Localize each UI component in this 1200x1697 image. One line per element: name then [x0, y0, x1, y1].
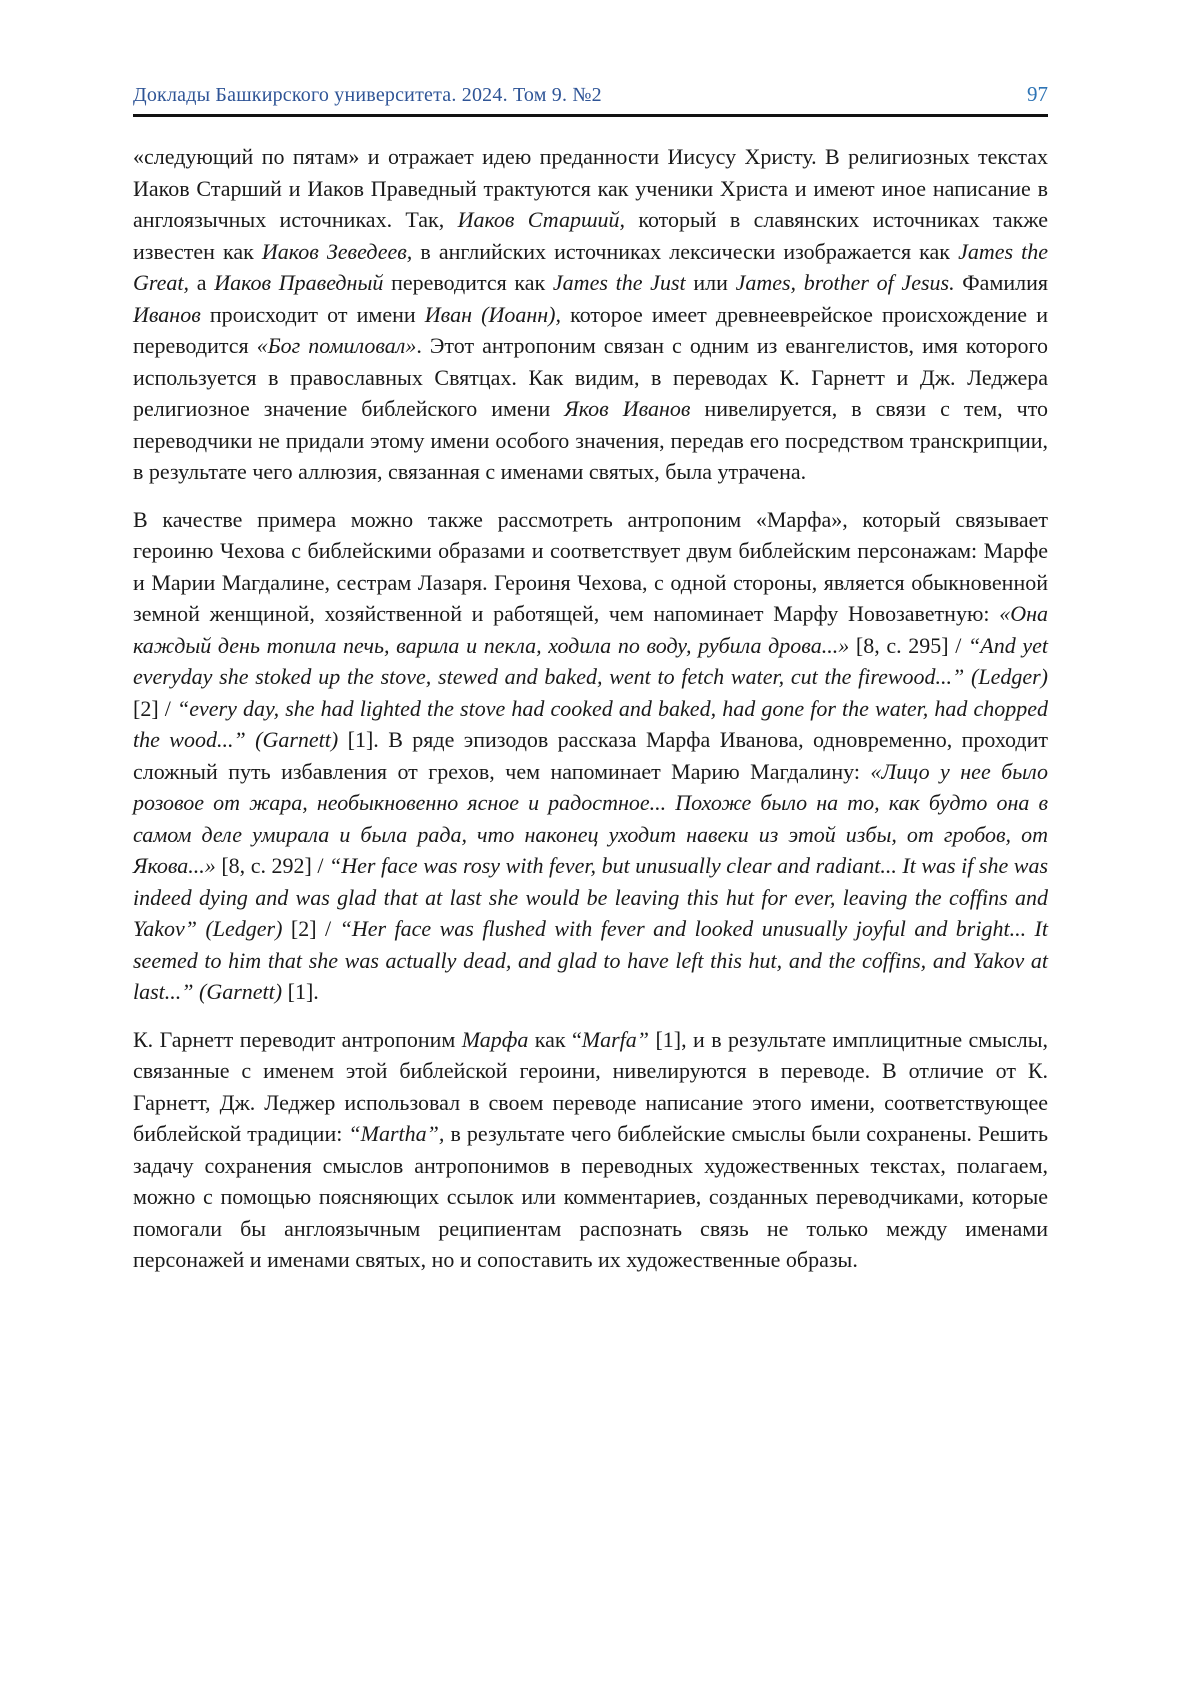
page-header [133, 82, 1048, 107]
article-body [133, 141, 1048, 1276]
header-rule [133, 114, 1048, 117]
paragraph: «следующий по пятам» и отражает идею преданности Иисусу Христу. В религиозных текстах Иаков Старший и Иаков Праведный трактуются как ученики Христа и имеют иное написание в англоязычных источниках. Так, Иаков Старший, который в славянских источниках также известен как Иаков Зеведеев, в английских источниках лексически изображается как James the Great, а Иаков Праведный переводится как James the Just или James, brother of Jesus. Фамилия Иванов происходит от имени Иван (Иоанн), которое имеет древнееврейское происхождение и переводится «Бог помиловал». Этот антропоним связан с одним из евангелистов, имя которого используется в православных Святцах. Как видим, в переводах К. Гарнетт и Дж. Леджера религиозное значение библейского имени Яков Иванов нивелируется, в связи с тем, что переводчики не придали этому имени особого значения, передав его посредством транскрипции, в результате чего аллюзия, связанная с именами святых, была утрачена. [133, 144, 1049, 484]
paragraph: В качестве примера можно также рассмотреть антропоним «Марфа», который связывает героиню Чехова с библейскими образами и соответствует двум библейским персонажам: Марфе и Марии Магдалине, сестрам Лазаря. Героиня Чехова, с одной стороны, является обыкновенной земной женщиной, хозяйственной и работящей, чем напоминает Марфу Новозаветную: «Она каждый день топила печь, варила и пекла, ходила по воду, рубила дрова...» [8, с. 295] / “And yet everyday she stoked up the stove, stewed and baked, went to fetch water, cut the firewood...” (Ledger) [2] / “every day, she had lighted the stove had cooked and baked, had gone for the water, had chopped the wood...” (Garnett) [1]. В ряде эпизодов рассказа Марфа Иванова, одновременно, проходит сложный путь избавления от грехов, чем напоминает Марию Магдалину: «Лицо у нее было розовое от жара, необыкновенно ясное и радостное... Похоже было на то, как будто она в самом деле умирала и была рада, что наконец уходит навеки из этой избы, от гробов, от Якова...» [8, с. 292] / “Her face was rosy with fever, but unusually clear and radiant... It was if she was indeed dying and was glad that at last she would be leaving this hut for ever, leaving the coffins and Yakov” (Ledger) [2] / “Her face was flushed with fever and looked unusually joyful and bright... It seemed to him that she was actually dead, and glad to have left this hut, and the coffins, and Yakov at last...” (Garnett) [1]. [133, 506, 1049, 1004]
page-number: 97 [1027, 82, 1048, 106]
journal-title: Доклады Башкирского университета. 2024. Том 9. №2 [133, 84, 602, 106]
paragraph: К. Гарнетт переводит антропоним Марфа как “Marfa” [1], и в результате имплицитные смыслы, связанные с именем этой библейской героини, нивелируются в переводе. В отличие от К. Гарнетт, Дж. Леджер использовал в своем переводе написание этого имени, соответствующее библейской традиции: “Martha”, в результате чего библейские смыслы были сохранены. Решить задачу сохранения смыслов антропонимов в переводных художественных текстах, полагаем, можно с помощью поясняющих ссылок или комментариев, созданных переводчиками, которые помогали бы англоязычным реципиентам распознать связь не только между именами персонажей и именами святых, но и сопоставить их художественные образы. [133, 1026, 1048, 1272]
